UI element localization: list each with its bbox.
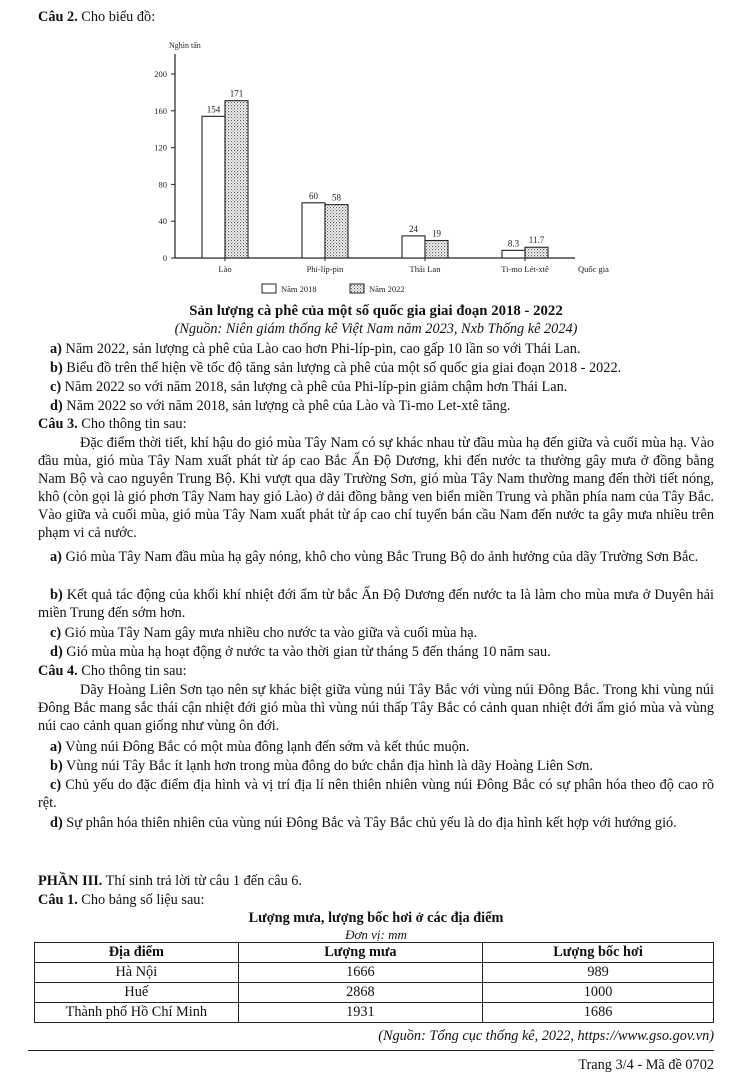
question-text: Cho thông tin sau: [77,416,187,432]
bar-2022 [325,205,348,258]
option-text: Năm 2022 so với năm 2018, sản lượng cà phê của Lào và Ti-mo Let-xtê tăng. [62,398,511,414]
bar-2018 [202,116,225,258]
bar-2022 [425,241,448,258]
question-text: Cho biểu đồ: [77,9,156,25]
q2-option-d [50,397,726,415]
question-4-heading [38,662,714,680]
section-text: Thí sinh trả lời từ câu 1 đến câu 6. [102,873,303,889]
data-label: 60 [309,190,318,201]
chart-source: (Nguồn: Niên giám thống kê Việt Nam năm 2023, Nxb Thống kê 2024) [174,321,578,337]
question-2-heading [38,8,714,26]
question-3-heading [38,415,714,433]
table-header-cell: Địa điểm [35,943,239,963]
y-axis-label: Nghìn tấn [169,41,201,50]
q2-option-c [50,378,726,396]
bar-2018 [502,250,525,258]
data-label: 58 [332,192,341,203]
q3-option-b [38,586,714,622]
data-label: 8.3 [507,238,520,249]
option-label: d) [50,398,63,414]
chart-title: Sản lượng cà phê của một số quốc gia giai đoạn 2018 - 2022 [189,303,563,319]
q3-option-c [50,624,726,642]
section-3-heading [38,872,714,890]
y-tick-label: 160 [154,105,167,116]
q4-option-a [50,738,726,756]
table-header-row [35,943,714,963]
bar-2022 [525,247,548,258]
option-label: d) [50,644,63,660]
option-text: Gió mùa mùa hạ hoạt động ở nước ta vào thời gian từ tháng 5 đến tháng 10 năm sau. [62,644,551,660]
q4-option-b [50,757,726,775]
x-tick-label: Thái Lan [409,264,441,274]
option-label: b) [50,587,63,603]
option-text: Vùng núi Đông Bắc có một mùa đông lạnh đến sớm và kết thúc muộn. [61,739,470,755]
data-table [34,942,714,1023]
option-text: Gió mùa Tây Nam gây mưa nhiều cho nước ta vào giữa và cuối mùa hạ. [61,625,478,641]
question-3-passage: Đặc điểm thời tiết, khí hậu do gió mùa Tây Nam có sự khác nhau từ đầu mùa hạ đến giữa và cuối mùa hạ. Vào đầu mùa, gió mùa Tây Nam xuất phát từ áp cao Bắc Ấn Độ Dương, khi đến nước ta thường gây mưa ở đồng bằng Nam Bộ và cao nguyên Trung Bộ. Khi vượt qua dãy Trường Sơn, gió mùa Tây Nam thường mang đến thời tiết nóng, khô (còn gọi là gió phơn Tây Nam hay gió Lào) ở dải đồng bằng ven biển miền Trung và phần phía nam của Tây Bắc. Vào giữa và cuối mùa, gió mùa Tây Nam xuất phát từ áp cao chí tuyến bán cầu Nam đến nước ta gây mưa nhiều trên phạm vi cả nước. [38,435,714,541]
question-label: Câu 2. [38,9,78,25]
page-footer: Trang 3/4 - Mã đề 0702 [578,1057,714,1073]
y-tick-label: 200 [154,69,167,79]
q3-option-d [50,643,726,661]
bar-2018 [302,203,325,258]
table-cell: 2868 [238,983,482,1003]
x-tick-label: Lào [218,264,232,274]
question-text: Cho thông tin sau: [77,663,187,679]
option-label: c) [50,379,62,395]
option-label: c) [50,625,62,641]
option-text: Kết quả tác động của khối khí nhiệt đới ẩm từ bắc Ấn Độ Dương đến nước ta là làm cho mùa mưa ở Duyên hải miền Trung đến sớm hơn. [38,587,714,621]
table-header-cell: Lượng mưa [238,943,482,963]
option-label: a) [50,341,62,357]
table-cell: Thành phố Hồ Chí Minh [35,1003,239,1023]
option-text: Chủ yếu do đặc điểm địa hình và vị trí địa lí nên thiên nhiên vùng núi Đông Bắc có sự phân hóa theo độ cao rõ rệt. [38,777,714,811]
option-label: a) [50,739,62,755]
table-header-cell: Lượng bốc hơi [483,943,714,963]
question-4-passage: Dãy Hoàng Liên Sơn tạo nên sự khác biệt giữa vùng núi Tây Bắc với vùng núi Đông Bắc. Trong khi vùng núi Đông Bắc mang sắc thái cận nhiệt đới gió mùa thì vùng núi thấp Tây Bắc có cảnh quan nhiệt đới ẩm gió mùa và vùng núi cao cảnh quan giống như vùng ôn đới. [38,682,714,734]
question-label: Câu 1. [38,892,78,908]
q4-option-d [38,814,714,832]
x-axis-label: Quốc gia [578,264,609,274]
question-label: Câu 4. [38,663,78,679]
x-tick-label: Ti-mo Lét-xtê [501,264,549,274]
table-cell: 989 [483,963,714,983]
legend-label: Năm 2018 [281,284,317,294]
option-text: Sự phân hóa thiên nhiên của vùng núi Đông Bắc và Tây Bắc chủ yếu là do địa hình kết hợp với hướng gió. [62,815,677,831]
table-cell: Hà Nội [35,963,239,983]
option-label: a) [50,549,62,565]
bar-2018 [402,236,425,258]
data-label: 154 [206,104,221,115]
legend-swatch [262,284,276,293]
table-row [35,983,714,1003]
table-row [35,963,714,983]
y-tick-label: 120 [154,142,167,153]
q4-option-c [38,776,714,812]
y-tick-label: 0 [162,253,167,263]
table-source: (Nguồn: Tổng cục thống kê, 2022, https://www.gso.gov.vn) [378,1028,714,1044]
option-text: Vùng núi Tây Bắc ít lạnh hơn trong mùa đông do bức chắn địa hình là dãy Hoàng Liên Sơn. [62,758,593,774]
data-label: 171 [229,88,244,99]
table-title: Lượng mưa, lượng bốc hơi ở các địa điểm [248,910,504,926]
q2-option-a [50,340,726,358]
question-text: Cho bảng số liệu sau: [77,892,205,908]
table-cell: 1666 [238,963,482,983]
legend-swatch [350,284,364,293]
table-cell: 1686 [483,1003,714,1023]
data-label: 11.7 [528,235,545,246]
footer-divider [28,1050,714,1051]
x-tick-label: Phi-líp-pin [306,264,344,274]
table-row [35,1003,714,1023]
section-label: PHẦN III. [38,873,103,889]
option-label: b) [50,758,63,774]
part3-question-1-heading [38,891,714,909]
table-unit: Đơn vị: mm [345,927,407,942]
option-text: Biểu đồ trên thể hiện về tốc độ tăng sản lượng cà phê của một số quốc gia giai đoạn 2018 - 2022. [62,360,622,376]
q2-option-b [50,359,726,377]
data-label: 24 [409,223,418,234]
question-label: Câu 3. [38,416,78,432]
option-label: b) [50,360,63,376]
option-label: c) [50,777,62,793]
y-tick-label: 80 [158,179,167,190]
option-text: Năm 2022, sản lượng cà phê của Lào cao hơn Phi-líp-pin, cao gấp 10 lần so với Thái Lan. [61,341,581,357]
bar-2022 [225,101,248,258]
table-cell: Huế [35,983,239,1003]
table-cell: 1000 [483,983,714,1003]
data-label: 19 [432,228,441,239]
y-tick-label: 40 [158,216,167,227]
option-label: d) [50,815,63,831]
table-cell: 1931 [238,1003,482,1023]
coffee-production-bar-chart [120,30,620,302]
option-text: Gió mùa Tây Nam đầu mùa hạ gây nóng, khô cho vùng Bắc Trung Bộ do ảnh hưởng của dãy Trường Sơn Bắc. [61,549,699,565]
q3-option-a [38,548,714,566]
option-text: Năm 2022 so với năm 2018, sản lượng cà phê của Phi-líp-pin giảm chậm hơn Thái Lan. [61,379,568,395]
legend-label: Năm 2022 [369,284,405,294]
